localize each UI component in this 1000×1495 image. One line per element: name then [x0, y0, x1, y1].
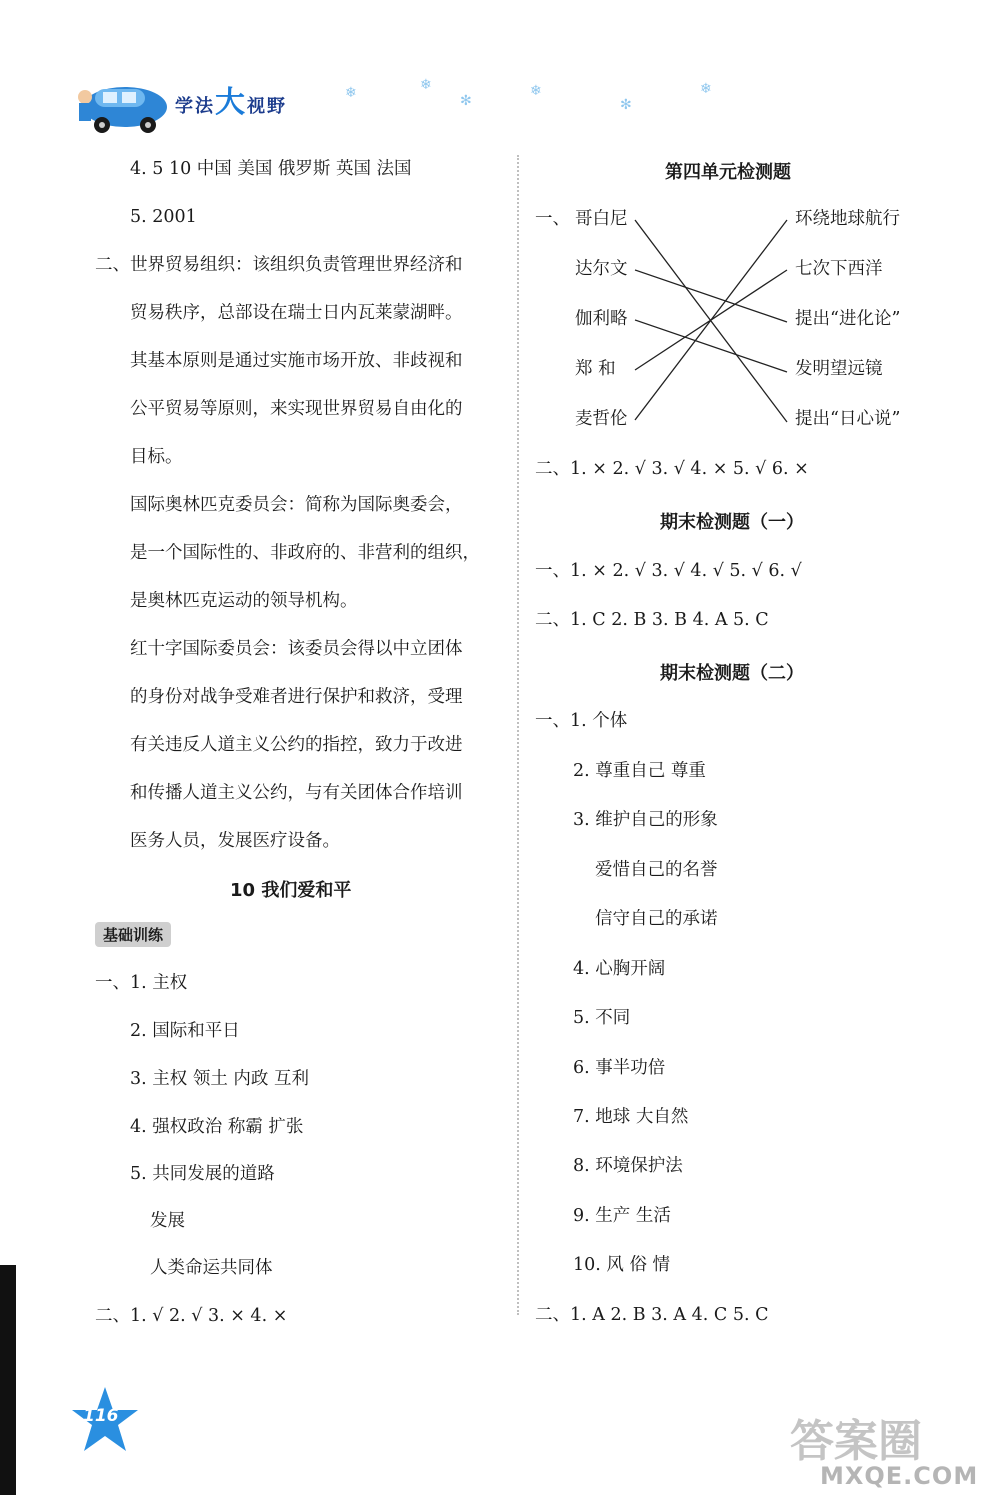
answer-line: 5. 不同 — [573, 1008, 631, 1028]
match-right-item: 环绕地球航行 — [795, 209, 900, 229]
match-left-item: 伽利略 — [575, 309, 628, 329]
page-number: 116 — [83, 1406, 119, 1426]
answer-line: 9. 生产 生活 — [573, 1206, 671, 1226]
answer-line: 是奥林匹克运动的领导机构。 — [130, 591, 358, 611]
answer-line: 是一个国际性的、非政府的、非营利的组织， — [130, 543, 480, 563]
answer-line: 4. 心胸开阔 — [573, 959, 666, 979]
answer-line: 和传播人道主义公约，与有关团体合作培训 — [130, 783, 463, 803]
answer-line: 有关违反人道主义公约的指控，致力于改进 — [130, 735, 463, 755]
watermark-site: MXQE.COM — [820, 1462, 979, 1490]
answer-line: 2. 国际和平日 — [130, 1021, 240, 1041]
brand-title: 学法大视野 — [175, 85, 287, 120]
answer-line: 医务人员，发展医疗设备。 — [130, 831, 340, 851]
answer-line: 5. 2001 — [130, 207, 197, 227]
answer-line: 公平贸易等原则，来实现世界贸易自由化的 — [130, 399, 463, 419]
answer-line: 二、世界贸易组织：该组织负责管理世界经济和 — [95, 255, 463, 275]
answer-line: 人类命运共同体 — [150, 1258, 273, 1278]
answer-line: 2. 尊重自己 尊重 — [573, 761, 706, 781]
answer-line: 国际奥林匹克委员会：简称为国际奥委会， — [130, 495, 463, 515]
snowflake-icon: ❄ — [700, 81, 712, 97]
answer-line: 发展 — [150, 1211, 185, 1231]
answer-line: 一、1. 个体 — [535, 711, 628, 731]
answer-line: 4. 5 10 中国 美国 俄罗斯 英国 法国 — [130, 159, 412, 179]
answer-line: 二、1. × 2. √ 3. √ 4. × 5. √ 6. × — [535, 459, 809, 479]
snowflake-icon: ✻ — [620, 97, 632, 113]
watermark-logo: 答案圈 — [790, 1416, 922, 1467]
matching-lines — [535, 150, 935, 470]
snowflake-icon: ❄ — [530, 83, 542, 99]
snowflake-icon: ❄ — [420, 77, 432, 93]
answer-line: 信守自己的承诺 — [595, 909, 718, 929]
match-line — [635, 270, 787, 322]
section-badge: 基础训练 — [95, 922, 171, 947]
match-left-item: 郑 和 — [575, 359, 616, 379]
match-right-item: 提出“日心说” — [795, 409, 901, 429]
answer-line: 二、1. C 2. B 3. B 4. A 5. C — [535, 610, 769, 630]
answer-line: 7. 地球 大自然 — [573, 1107, 689, 1127]
answer-line: 贸易秩序，总部设在瑞士日内瓦莱蒙湖畔。 — [130, 303, 463, 323]
answer-line: 目标。 — [130, 447, 183, 467]
answer-line: 爱惜自己的名誉 — [595, 860, 718, 880]
section-title: 10 我们爱和平 — [230, 880, 352, 901]
section-title: 第四单元检测题 — [665, 162, 791, 183]
answer-line: 一、1. 主权 — [95, 973, 188, 993]
question-prefix: 一、 — [535, 209, 570, 229]
match-right-item: 发明望远镜 — [795, 359, 883, 379]
match-left-item: 哥白尼 — [575, 209, 628, 229]
snowflake-icon: ❄ — [345, 85, 357, 101]
answer-line: 一、1. × 2. √ 3. √ 4. √ 5. √ 6. √ — [535, 561, 802, 581]
page-edge-shadow — [0, 1265, 16, 1495]
answer-line: 3. 维护自己的形象 — [573, 810, 718, 830]
car-logo-icon — [70, 75, 170, 135]
answer-line: 二、1. √ 2. √ 3. × 4. × — [95, 1306, 288, 1326]
answer-line: 8. 环境保护法 — [573, 1156, 683, 1176]
answer-line: 6. 事半功倍 — [573, 1058, 666, 1078]
answer-line: 4. 强权政治 称霸 扩张 — [130, 1117, 304, 1137]
answer-line: 10. 风 俗 情 — [573, 1255, 671, 1275]
match-left-item: 麦哲伦 — [575, 409, 628, 429]
match-right-item: 提出“进化论” — [795, 309, 901, 329]
answer-line: 5. 共同发展的道路 — [130, 1164, 275, 1184]
match-left-item: 达尔文 — [575, 259, 628, 279]
answer-line: 3. 主权 领土 内政 互利 — [130, 1069, 309, 1089]
answer-line: 的身份对战争受难者进行保护和救济，受理 — [130, 687, 463, 707]
snowflake-icon: ✻ — [460, 93, 472, 109]
column-divider — [517, 155, 519, 1315]
match-right-item: 七次下西洋 — [795, 259, 883, 279]
answer-line: 红十字国际委员会：该委员会得以中立团体 — [130, 639, 463, 659]
section-title: 期末检测题（一） — [660, 512, 804, 533]
match-line — [635, 320, 787, 372]
section-title: 期末检测题（二） — [660, 663, 804, 684]
header — [60, 55, 940, 135]
answer-line: 其基本原则是通过实施市场开放、非歧视和 — [130, 351, 463, 371]
answer-line: 二、1. A 2. B 3. A 4. C 5. C — [535, 1305, 769, 1325]
